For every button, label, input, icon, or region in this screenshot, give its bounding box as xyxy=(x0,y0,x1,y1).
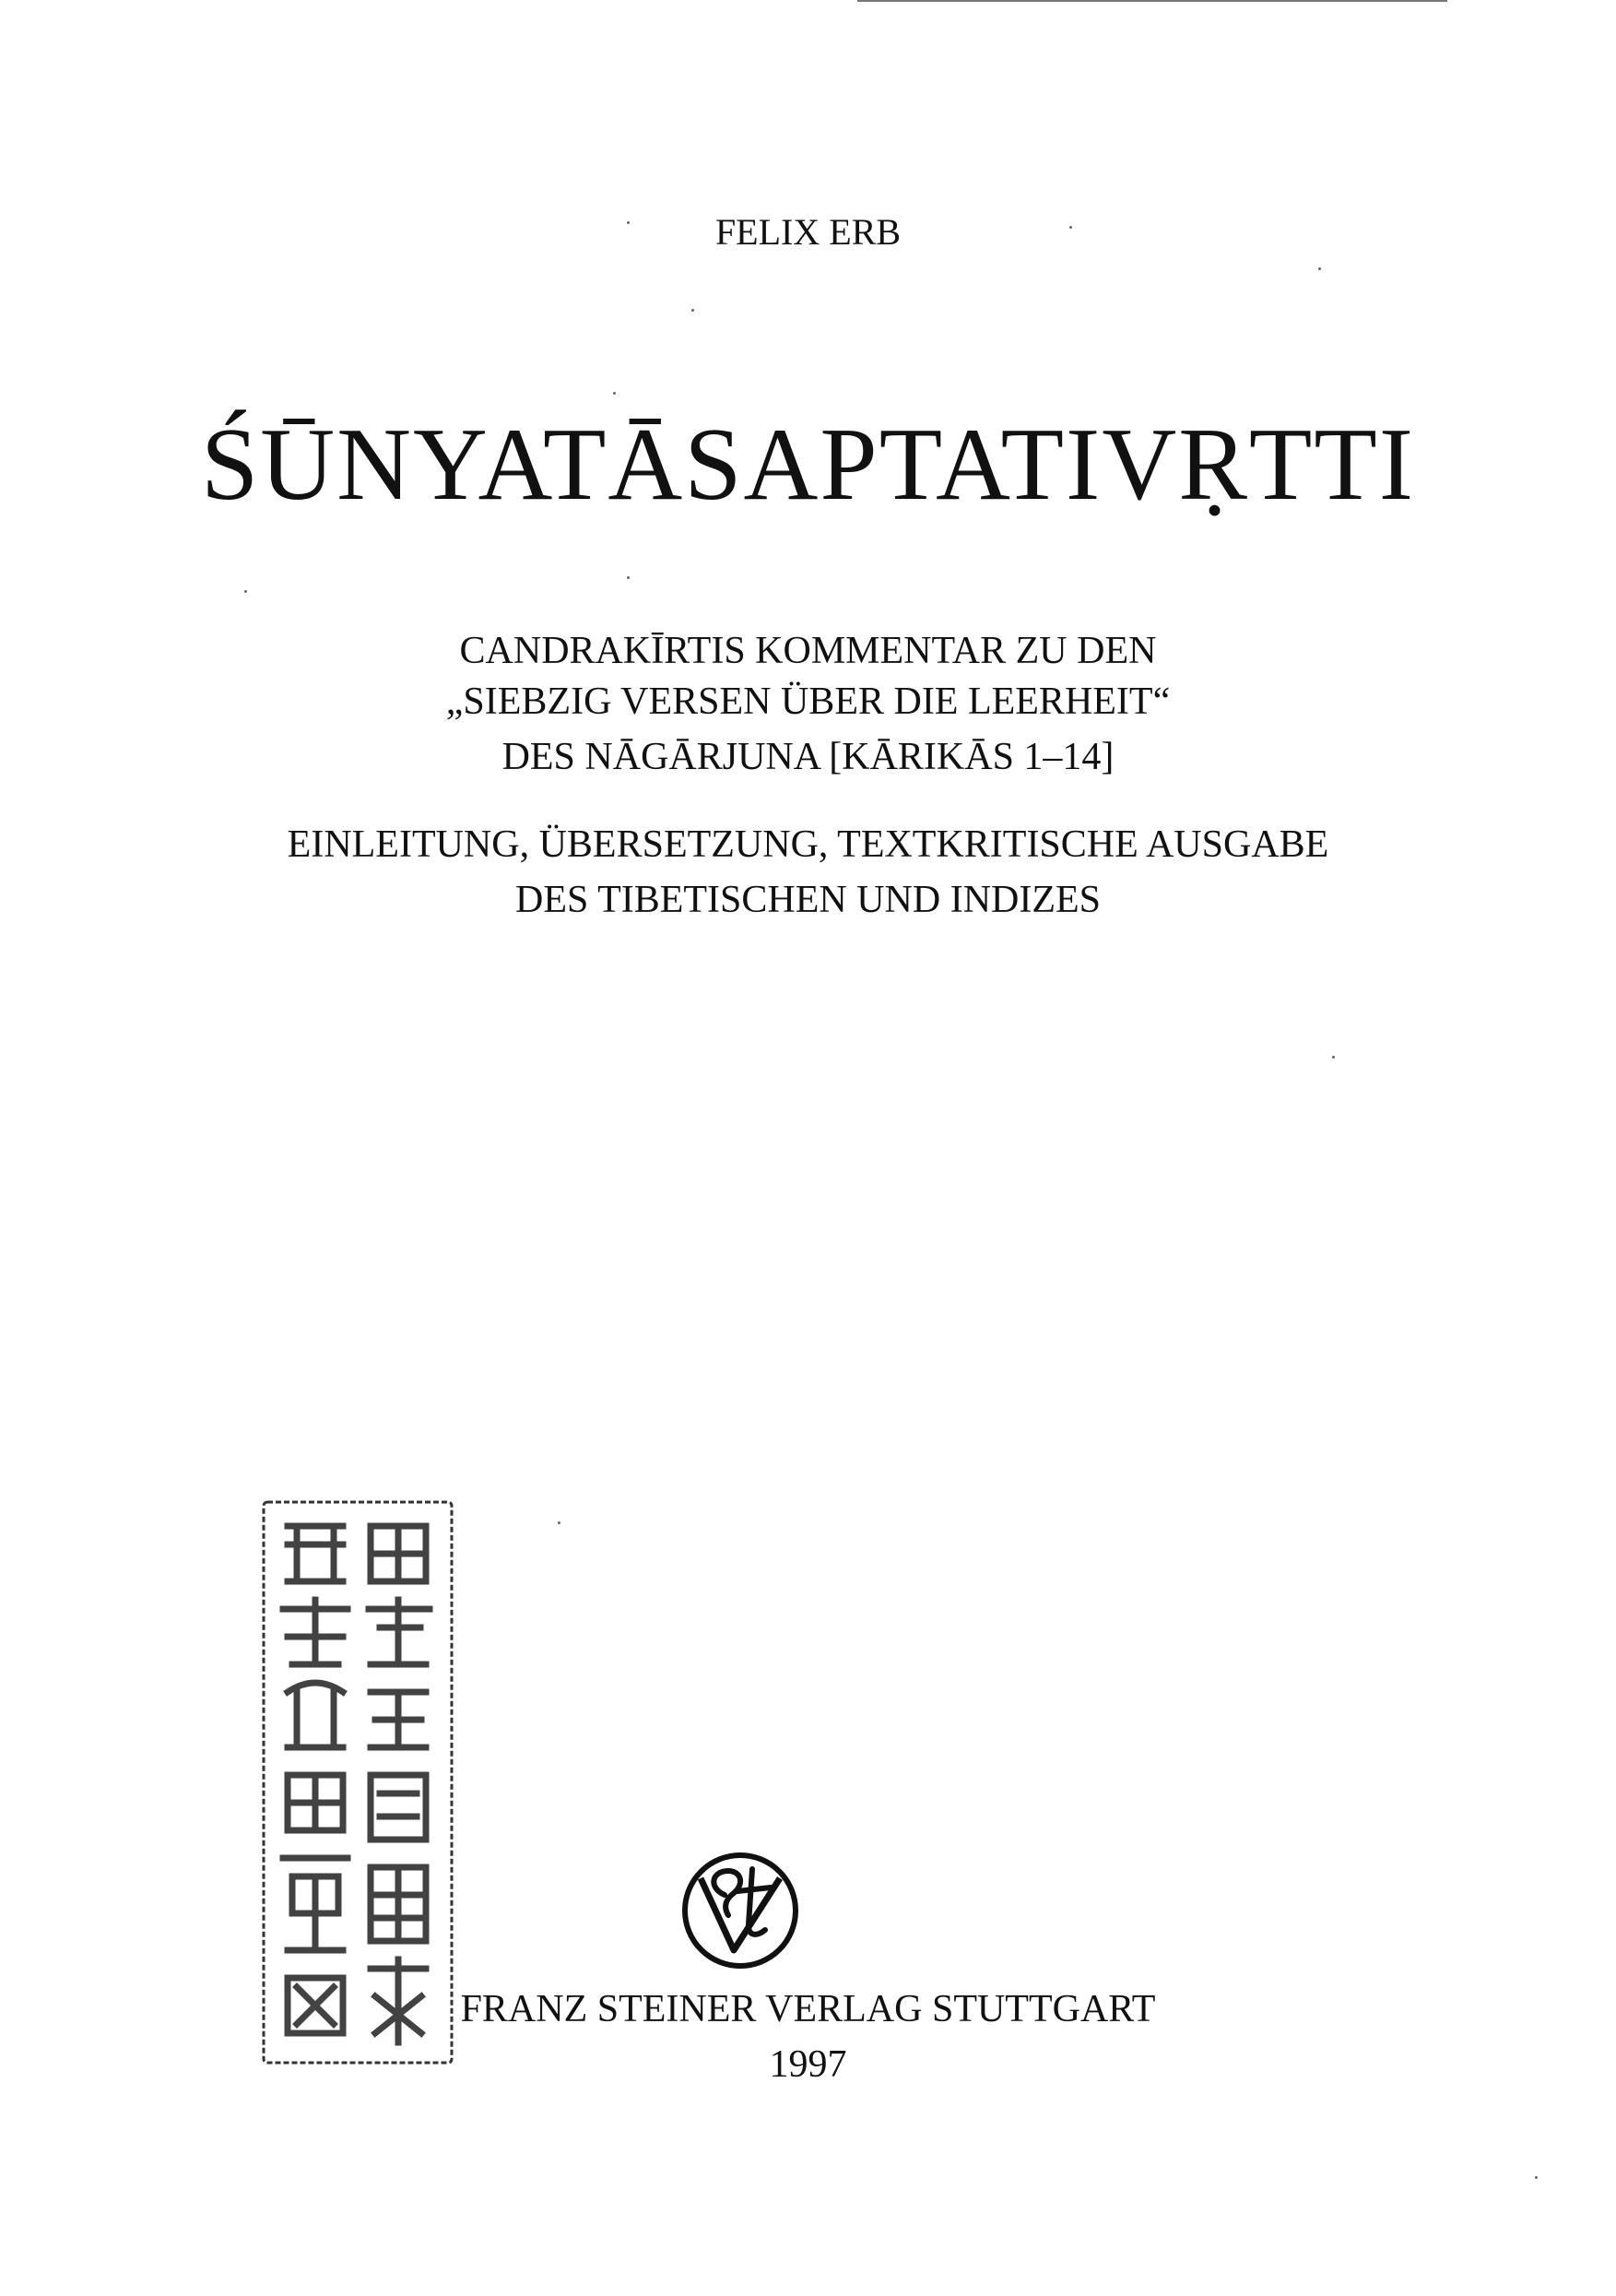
description-line-1: EINLEITUNG, ÜBERSETZUNG, TEXTKRITISCHE AUSGABE xyxy=(287,823,1329,866)
scan-speck xyxy=(691,309,694,312)
library-seal-stamp-icon xyxy=(260,1498,455,2068)
scan-speck xyxy=(1332,1056,1335,1059)
scan-speck xyxy=(244,590,247,593)
scan-edge-line xyxy=(857,0,1447,2)
publisher-name: FRANZ STEINER VERLAG STUTTGART xyxy=(460,1988,1156,2030)
franz-steiner-logo-icon xyxy=(680,1851,800,1971)
subtitle-line-2: „SIEBZIG VERSEN ÜBER DIE LEERHEIT“ xyxy=(445,681,1171,723)
scan-speck xyxy=(1069,226,1072,229)
scan-speck xyxy=(627,221,630,224)
scan-speck xyxy=(613,392,616,395)
author-name: FELIX ERB xyxy=(714,211,902,253)
scan-speck xyxy=(1318,267,1321,270)
scan-speck xyxy=(1535,2176,1538,2179)
publication-year: 1997 xyxy=(769,2043,847,2086)
scan-speck xyxy=(558,1521,560,1524)
description-line-2: DES TIBETISCHEN UND INDIZES xyxy=(514,879,1102,921)
subtitle-line-1: CANDRAKĪRTIS KOMMENTAR ZU DEN xyxy=(459,630,1157,672)
book-title: ŚŪNYATĀSAPTATIVṚTTI xyxy=(200,408,1416,522)
scan-speck xyxy=(627,576,630,579)
subtitle-line-3: DES NĀGĀRJUNA [KĀRIKĀS 1–14] xyxy=(501,736,1115,778)
